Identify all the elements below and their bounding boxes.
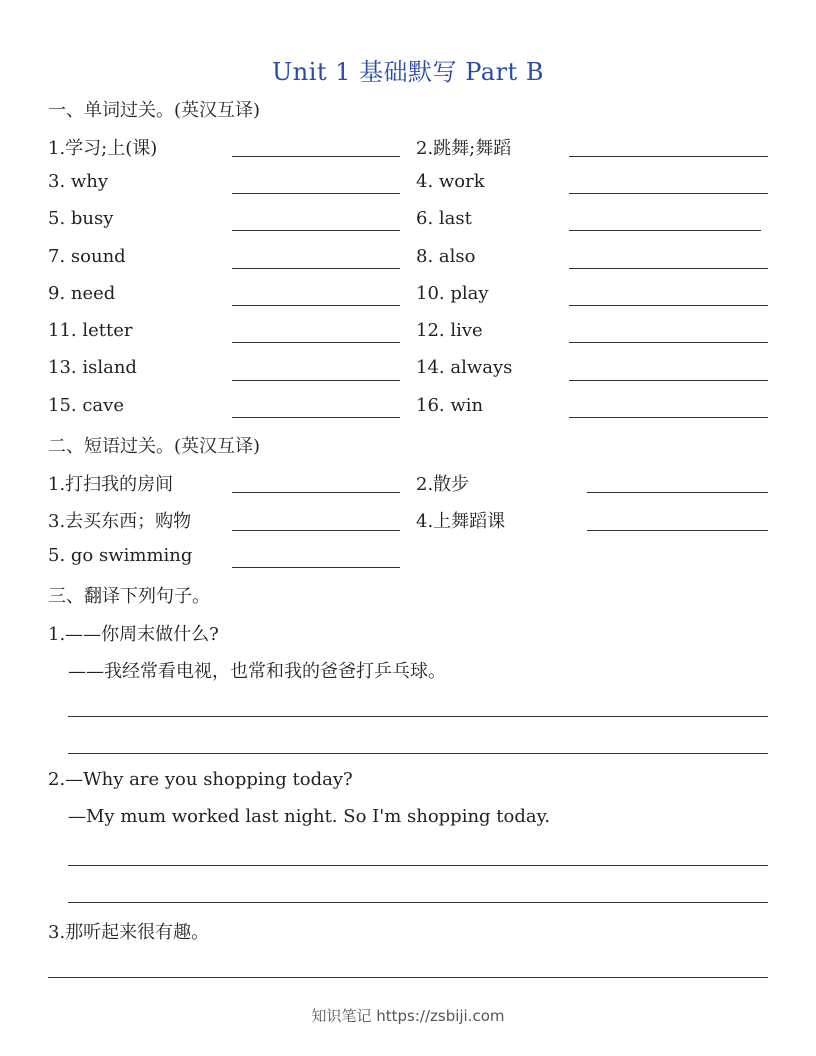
sentence-2-question: 2.—Why are you shopping today? bbox=[48, 769, 353, 790]
footer-watermark: 知识笔记 https://zsbiji.com bbox=[311, 1007, 505, 1025]
phrase-item-2: 2.散步 bbox=[416, 474, 470, 495]
answer-line-3[interactable] bbox=[232, 193, 400, 194]
word-item-3: 3. why bbox=[48, 171, 109, 192]
sentence-2-write-line-2[interactable] bbox=[68, 902, 768, 903]
answer-line-4[interactable] bbox=[569, 193, 768, 194]
word-item-15: 15. cave bbox=[48, 395, 124, 416]
word-item-16: 16. win bbox=[416, 395, 484, 416]
sentence-2-write-line-1[interactable] bbox=[68, 865, 768, 866]
page-title: Unit 1 基础默写 Part B bbox=[272, 58, 544, 86]
sentence-2-answer: —My mum worked last night. So I'm shopping today. bbox=[68, 806, 551, 827]
answer-line-2[interactable] bbox=[569, 156, 768, 157]
word-item-10: 10. play bbox=[416, 283, 489, 304]
phrase-item-3: 3.去买东西；购物 bbox=[48, 511, 192, 532]
phrase-answer-line-4[interactable] bbox=[587, 530, 768, 531]
section1-heading: 一、单词过关。(英汉互译) bbox=[48, 100, 261, 121]
answer-line-8[interactable] bbox=[569, 268, 768, 269]
answer-line-5[interactable] bbox=[232, 230, 400, 231]
sentence-1-answer: ——我经常看电视，也常和我的爸爸打乒乓球。 bbox=[68, 661, 446, 682]
word-item-11: 11. letter bbox=[48, 320, 133, 341]
answer-line-10[interactable] bbox=[569, 305, 768, 306]
answer-line-14[interactable] bbox=[569, 380, 768, 381]
answer-line-16[interactable] bbox=[569, 417, 768, 418]
phrase-answer-line-1[interactable] bbox=[232, 492, 400, 493]
word-item-13: 13. island bbox=[48, 357, 137, 378]
answer-line-11[interactable] bbox=[232, 342, 400, 343]
word-item-14: 14. always bbox=[416, 357, 513, 378]
answer-line-12[interactable] bbox=[569, 342, 768, 343]
sentence-1-write-line-1[interactable] bbox=[68, 716, 768, 717]
section2-heading: 二、短语过关。(英汉互译) bbox=[48, 436, 261, 457]
word-item-8: 8. also bbox=[416, 246, 476, 267]
answer-line-7[interactable] bbox=[232, 268, 400, 269]
answer-line-15[interactable] bbox=[232, 417, 400, 418]
sentence-3-write-line[interactable] bbox=[48, 977, 768, 978]
word-item-12: 12. live bbox=[416, 320, 483, 341]
phrase-answer-line-2[interactable] bbox=[587, 492, 768, 493]
sentence-3-question: 3.那听起来很有趣。 bbox=[48, 922, 210, 943]
phrase-item-5: 5. go swimming bbox=[48, 545, 193, 566]
word-item-6: 6. last bbox=[416, 208, 472, 229]
answer-line-6[interactable] bbox=[569, 230, 761, 231]
sentence-1-write-line-2[interactable] bbox=[68, 753, 768, 754]
answer-line-9[interactable] bbox=[232, 305, 400, 306]
sentence-1-question: 1.——你周末做什么? bbox=[48, 624, 219, 645]
word-item-2: 2.跳舞;舞蹈 bbox=[416, 138, 512, 159]
answer-line-1[interactable] bbox=[232, 156, 400, 157]
word-item-5: 5. busy bbox=[48, 208, 114, 229]
phrase-item-1: 1.打扫我的房间 bbox=[48, 474, 174, 495]
section3-heading: 三、翻译下列句子。 bbox=[48, 586, 210, 607]
phrase-answer-line-5[interactable] bbox=[232, 567, 400, 568]
phrase-answer-line-3[interactable] bbox=[232, 530, 400, 531]
answer-line-13[interactable] bbox=[232, 380, 400, 381]
phrase-item-4: 4.上舞蹈课 bbox=[416, 511, 506, 532]
word-item-4: 4. work bbox=[416, 171, 485, 192]
word-item-1: 1.学习;上(课) bbox=[48, 138, 158, 159]
word-item-7: 7. sound bbox=[48, 246, 126, 267]
word-item-9: 9. need bbox=[48, 283, 116, 304]
